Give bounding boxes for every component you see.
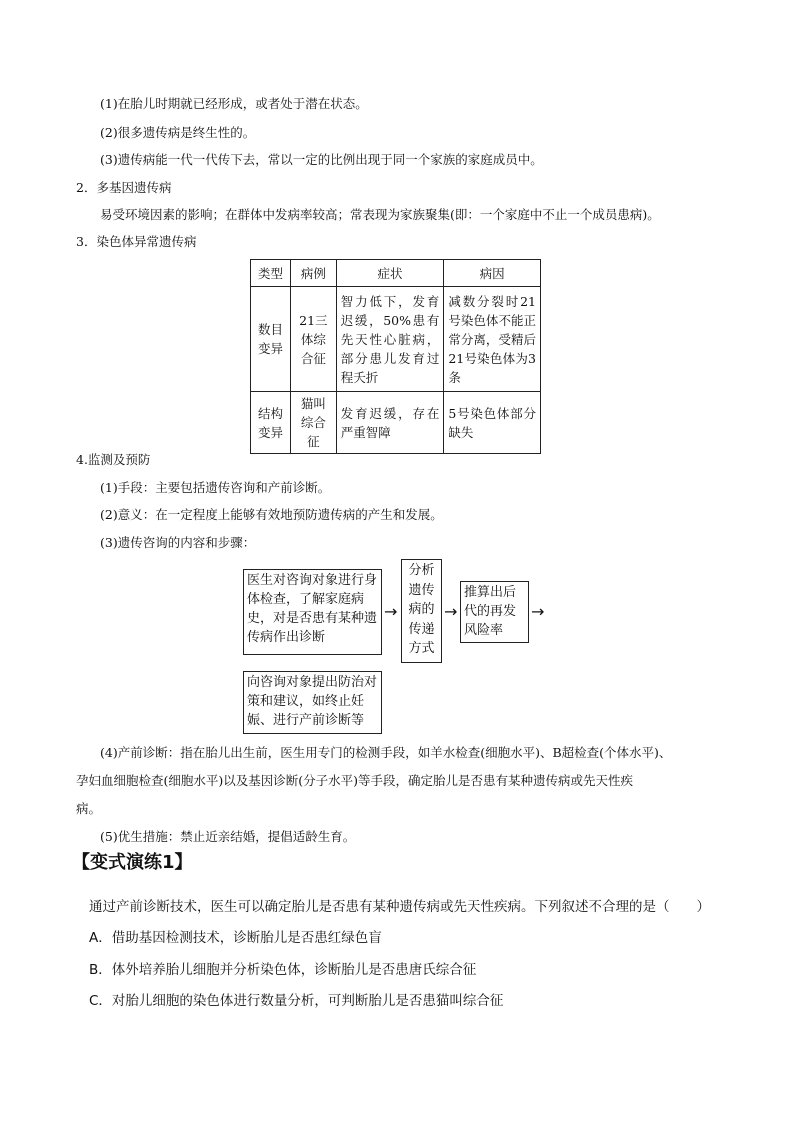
table-header-cell: 病例 [290,260,336,287]
option-a[interactable]: A．借助基因检测技术，诊断胎儿是否患红绿色盲 [89,930,382,946]
text-line-11: (5)优生措施：禁止近亲结婚，提倡适龄生育。 [100,829,356,844]
text-line-4: 易受环境因素的影响；在群体中发病率较高；常表现为家族聚集(即：一个家庭中不止一个成员患病)。 [100,207,660,222]
table-header-cell: 症状 [336,260,444,287]
text-line-2: (2)很多遗传病是终生性的。 [100,125,256,140]
section-heading-3: 3．染色体异常遗传病 [76,234,197,249]
flow-arrow-2: → [444,602,458,621]
table-cell: 智力低下，发育迟缓，50%患有先天性心脏病，部分患儿发育过程夭折 [336,287,444,392]
flow-step-analysis: 分析遗传病的传递方式 [401,559,442,663]
text-line-7: (3)遗传咨询的内容和步骤： [100,535,256,550]
table-cell: 猫叫综合征 [290,392,336,454]
chromosome-disease-table [250,259,541,454]
text-line-1: (1)在胎儿时期就已经形成，或者处于潜在状态。 [100,96,368,111]
table-header-cell: 类型 [251,260,291,287]
text-line-3: (3)遗传病能一代一代传下去，常以一定的比例出现于同一个家族的家庭成员中。 [100,152,543,167]
option-b[interactable]: B．体外培养胎儿细胞并分析染色体，诊断胎儿是否患唐氏综合征 [89,962,477,978]
text-line-9: 孕妇血细胞检查(细胞水平)以及基因诊断(分子水平)等手段，确定胎儿是否患有某种遗传病或先天性疾 [76,773,634,788]
table-row [251,392,541,454]
table-header-row [251,260,541,287]
table-cell: 减数分裂时21号染色体不能正常分离，受精后21号染色体为3条 [444,287,541,392]
flow-step-advice: 向咨询对象提出防治对策和建议，如终止妊娠、进行产前诊断等 [243,671,382,734]
flow-step-risk: 推算出后代的再发风险率 [460,581,529,643]
text-line-8: (4)产前诊断：指在胎儿出生前，医生用专门的检测手段，如羊水检查(细胞水平)、B超检查(个体水平)、 [100,745,672,760]
section-heading-4: 4.监测及预防 [76,452,151,467]
option-c[interactable]: C．对胎儿细胞的染色体进行数量分析，可判断胎儿是否患猫叫综合征 [89,993,504,1009]
table-cell: 结构变异 [251,392,291,454]
table-cell: 数目变异 [251,287,291,392]
text-line-5: (1)手段：主要包括遗传咨询和产前诊断。 [100,480,331,495]
text-line-10: 病。 [76,801,102,816]
table-cell: 发育迟缓，存在严重智障 [336,392,444,454]
table-header-cell: 病因 [444,260,541,287]
table-cell: 5号染色体部分缺失 [444,392,541,454]
flow-step-diagnosis: 医生对咨询对象进行身体检查，了解家庭病史，对是否患有某种遗传病作出诊断 [243,569,382,655]
section-heading-2: 2．多基因遗传病 [76,180,172,195]
text-line-6: (2)意义：在一定程度上能够有效地预防遗传病的产生和发展。 [100,507,443,522]
exercise-title: 【变式演练1】 [72,852,193,873]
question-text: 通过产前诊断技术，医生可以确定胎儿是否患有某种遗传病或先天性疾病。下列叙述不合理的是（ ） [89,899,710,915]
flow-arrow-1: → [384,602,398,621]
table-row [251,287,541,392]
table-cell: 21三体综合征 [290,287,336,392]
flow-arrow-3: → [531,602,545,621]
